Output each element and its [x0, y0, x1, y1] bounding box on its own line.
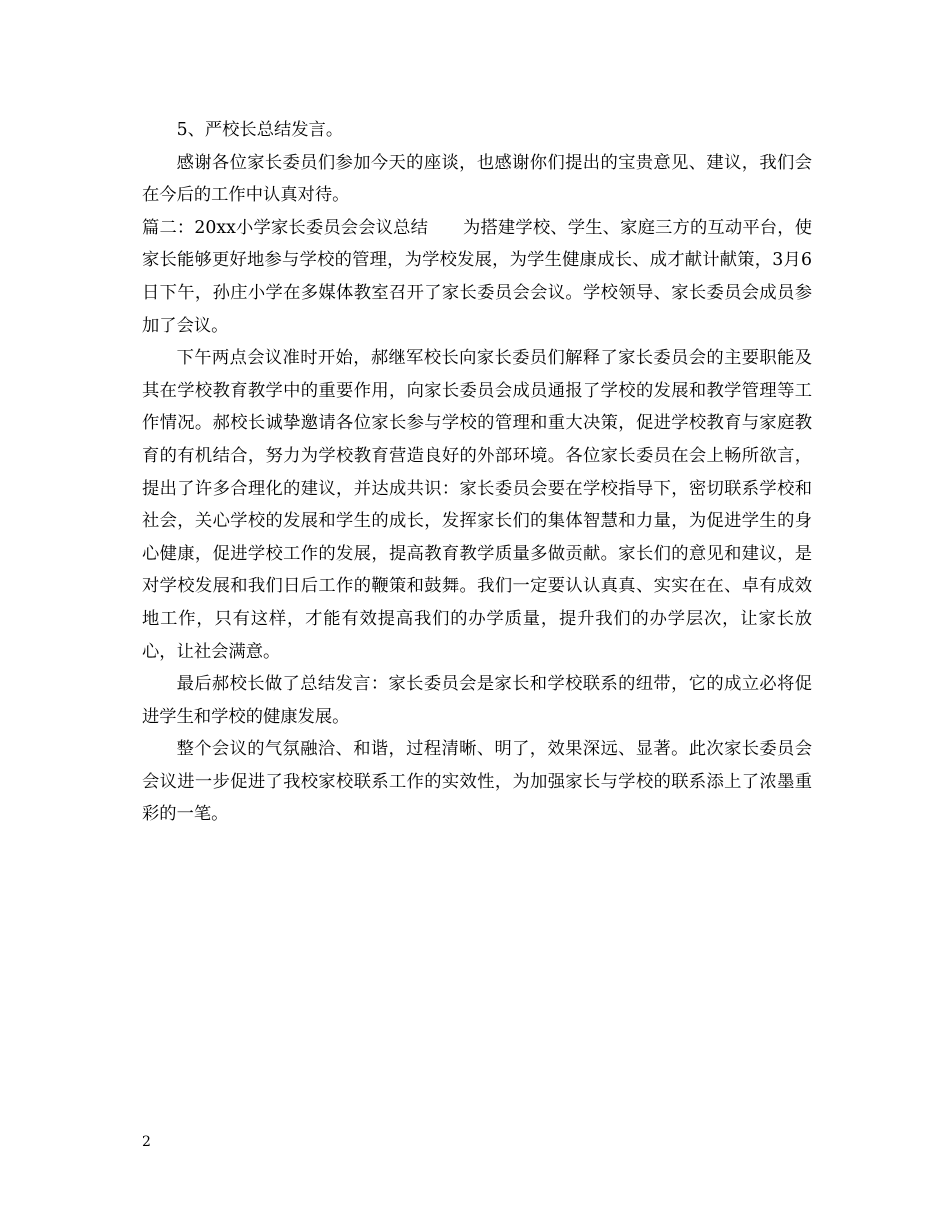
paragraph-thanks: 感谢各位家长委员们参加今天的座谈，也感谢你们提出的宝贵意见、建议，我们会在今后的工作中认真对待。	[142, 152, 812, 206]
paragraph-final-speech: 最后郝校长做了总结发言：家长委员会是家长和学校联系的纽带，它的成立必将促进学生和学校的健康发展。	[142, 674, 812, 727]
paragraph-closing-speech-item: 5、严校长总结发言。	[176, 120, 344, 140]
paragraph-section-two-intro: 篇二：20xx小学家长委员会会议总结 为搭建学校、学生、家庭三方的互动平台，使家长能够更好地参与学校的管理，为学校发展，为学生健康成长、成才献计献策，3月6日下午，孙庄小学在多媒体教室召开了家长委员会会议。学校领导、家长委员会成员参加了会议。	[142, 217, 812, 336]
paragraph-meeting-content: 下午两点会议准时开始，郝继军校长向家长委员们解释了家长委员会的主要职能及其在学校教育教学中的重要作用，向家长委员会成员通报了学校的发展和教学管理等工作情况。郝校长诚挚邀请各位家长参与学校的管理和重大决策，促进学校教育与家庭教育的有机结合，努力为学校教育营造良好的外部环境。各位家长委员在会上畅所欲言，提出了许多合理化的建议，并达成共识：家长委员会要在学校指导下，密切联系学校和社会，关心学校的发展和学生的成长，发挥家长们的集体智慧和力量，为促进学生的身心健康，促进学校工作的发展，提高教育教学质量多做贡献。家长们的意见和建议，是对学校发展和我们日后工作的鞭策和鼓舞。我们一定要认认真真、实实在在、卓有成效地工作，只有这样，才能有效提高我们的办学质量，提升我们的办学层次，让家长放心，让社会满意。	[142, 348, 812, 662]
document-body	[142, 114, 812, 831]
page-number: 2	[142, 1134, 151, 1150]
paragraph-meeting-summary: 整个会议的气氛融洽、和谐，过程清晰、明了，效果深远、显著。此次家长委员会会议进一步促进了我校家校联系工作的实效性，为加强家长与学校的联系添上了浓墨重彩的一笔。	[142, 739, 812, 825]
